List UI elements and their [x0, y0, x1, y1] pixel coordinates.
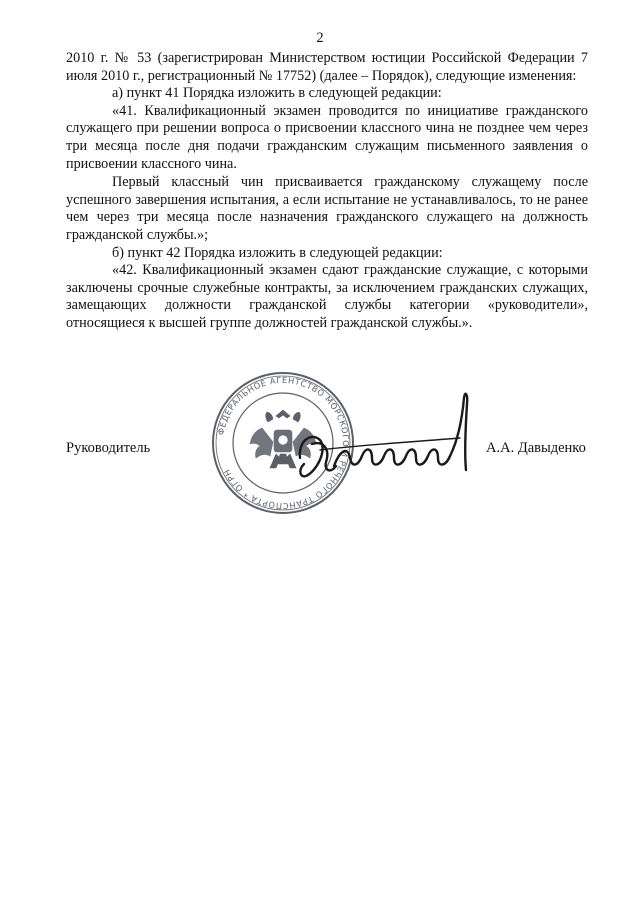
paragraph: а) пункт 41 Порядка изложить в следующей редакции: [112, 85, 442, 102]
signature-block [0, 360, 640, 520]
handwritten-signature [290, 380, 490, 500]
paragraph: Первый классный чин присваивается гражданскому служащему после успешного завершения испытания, а если испытание не устанавливалось, то не ранее чем через три месяца после назначения гражданского служащего на должность гражданской службы.»; [66, 174, 588, 243]
page-number: 2 [316, 30, 324, 46]
document-body [66, 50, 588, 333]
paragraph: б) пункт 42 Порядка изложить в следующей редакции: [112, 244, 443, 261]
signatory-name: А.А. Давыденко [486, 440, 586, 456]
stamp-ring-text: ФЕДЕРАЛЬНОЕ АГЕНТСТВО МОРСКОГО И РЕЧНОГО ТРАНСПОРТА * ОГРН [215, 374, 352, 512]
paragraph: «41. Квалификационный экзамен проводится по инициативе гражданского служащего при решении вопроса о присвоении классного чина не позднее чем через три месяца после дня подачи гражданским служащим письменного заявления о присвоении классного чина. [66, 102, 588, 172]
paragraph: «42. Квалификационный экзамен сдают гражданские служащие, с которыми заключены срочные служебные контракты, за исключением гражданских служащих, замещающих должности гражданской службы категории «руководители», относящиеся к высшей группе должностей гражданской службы.». [66, 262, 588, 331]
signatory-position: Руководитель [66, 440, 151, 456]
paragraph: 2010 г. № 53 (зарегистрирован Министерством юстиции Российской Федерации 7 июля 2010 г., регистрационный № 17752) (далее – Порядок), следующие изменения: [66, 50, 588, 84]
